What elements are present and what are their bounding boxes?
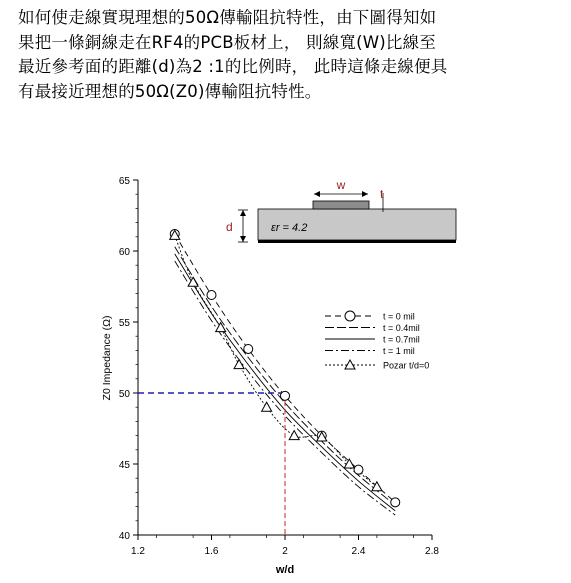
d-label: d [226,220,233,234]
circle-marker [244,344,253,353]
circle-marker [207,291,216,300]
legend-label: t = 0.7mil [383,334,420,345]
chart-legend [325,311,429,371]
triangle-marker [216,323,226,332]
x-tick-label: 2.8 [425,546,439,557]
x-tick-label: 2.4 [351,546,366,557]
x-axis-label: w/d [275,564,295,576]
trace-conductor [313,201,369,209]
triangle-marker [262,402,272,411]
circle-marker [354,465,363,474]
x-tick-label: 1.6 [204,546,219,557]
paragraph-line: 有最接近理想的50Ω(Z0)傳輸阻抗特性。 [18,81,322,101]
y-tick-label: 55 [118,318,130,329]
y-tick-label: 40 [118,531,130,542]
paragraph-line: 最近參考面的距離(d)為2 :1的比例時， 此時這條走線便具 [18,57,448,76]
y-tick-label: 60 [118,247,130,258]
er-label: εr = 4.2 [271,222,308,234]
y-tick-label: 45 [118,460,130,471]
microstrip-inset [226,178,456,243]
legend-circle-marker [345,311,355,321]
series-line [175,235,377,486]
legend-label: Pozar t/d=0 [383,360,430,371]
x-tick-label: 2 [282,546,288,557]
t-label: t [380,187,384,201]
y-axis-label: Z0 Impedance (Ω) [101,315,113,401]
circle-marker [391,498,400,507]
series-line [175,234,396,502]
paragraph-line: 果把一條銅線走在RF4的PCB板材上， 則線寬(W)比線至 [18,32,436,52]
y-tick-label: 50 [118,389,130,400]
legend-label: t = 0.4mil [383,323,420,333]
legend-label: t = 0 mil [383,311,415,322]
ground-plane [258,240,456,243]
triangle-marker [289,431,299,440]
paragraph-line: 如何使走線實現理想的50Ω傳輸阻抗特性，由下圖得知如 [18,8,437,27]
y-tick-label: 65 [118,176,130,187]
legend-label: t = 1 mil [383,346,415,356]
x-tick-label: 1.2 [131,546,145,557]
circle-marker [281,391,290,400]
w-label: w [336,178,346,192]
legend-triangle-marker [345,360,355,369]
series-layer [138,234,395,535]
